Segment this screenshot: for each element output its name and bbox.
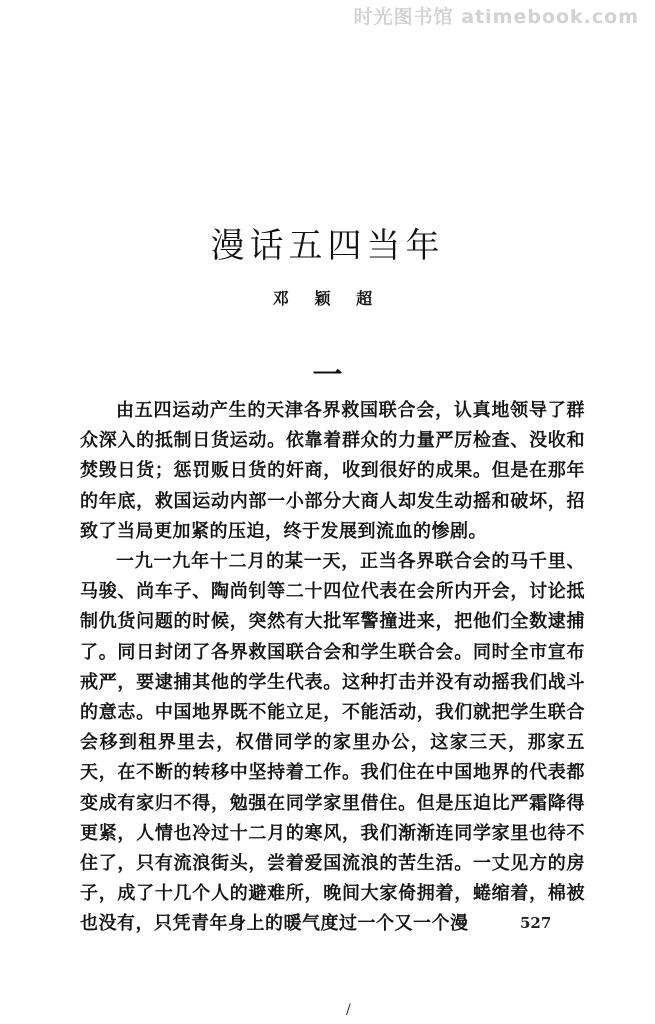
page-number: 527 <box>520 914 552 932</box>
article-author: 邓 颖 超 <box>272 289 383 308</box>
stray-ink-mark: / <box>346 1002 351 1018</box>
watermark: 时光图书馆 atimebook.com <box>353 6 639 28</box>
paragraph-1: 由五四运动产生的天津各界救国联合会，认真地领导了群众深入的抵制日货运动。依靠着群众的力量严厉检查、没收和焚毁日货；惩罚贩日货的奸商，收到很好的成果。但是在那年的年底，救国运动内部一小部分大商人却发生动摇和破坏，招致了当局更加紧的压迫，终于发展到流血的惨剧。 <box>80 400 585 542</box>
article-title: 漫话五四当年 <box>210 226 445 266</box>
article-body <box>80 396 585 940</box>
section-number: 一 <box>312 358 343 393</box>
paragraph-2: 一九一九年十二月的某一天，正当各界联合会的马千里、马骏、尚车子、陶尚钊等二十四位代表在会所内开会，讨论抵制仇货问题的时候，突然有大批军警撞进来，把他们全数逮捕了。同日封闭了各界救国联合会和学生联合会。同时全市宣布戒严，要逮捕其他的学生代表。这种打击并没有动摇我们战斗的意志。中国地界既不能立足，不能活动，我们就把学生联合会移到租界里去，权借同学的家里办公，这家三天，那家五天，在不断的转移中坚持着工作。我们住在中国地界的代表都变成有家归不得，勉强在同学家里借住。但是压迫比严霜降得更紧，人情也冷过十二月的寒风，我们渐渐连同学家里也待不住了，只有流浪街头，尝着爱国流浪的苦生活。一丈见方的房子，成了十几个人的避难所，晚间大家倚拥着，蜷缩着，棉被也没有，只凭青年身上的暖气度过一个又一个漫 <box>80 551 585 935</box>
